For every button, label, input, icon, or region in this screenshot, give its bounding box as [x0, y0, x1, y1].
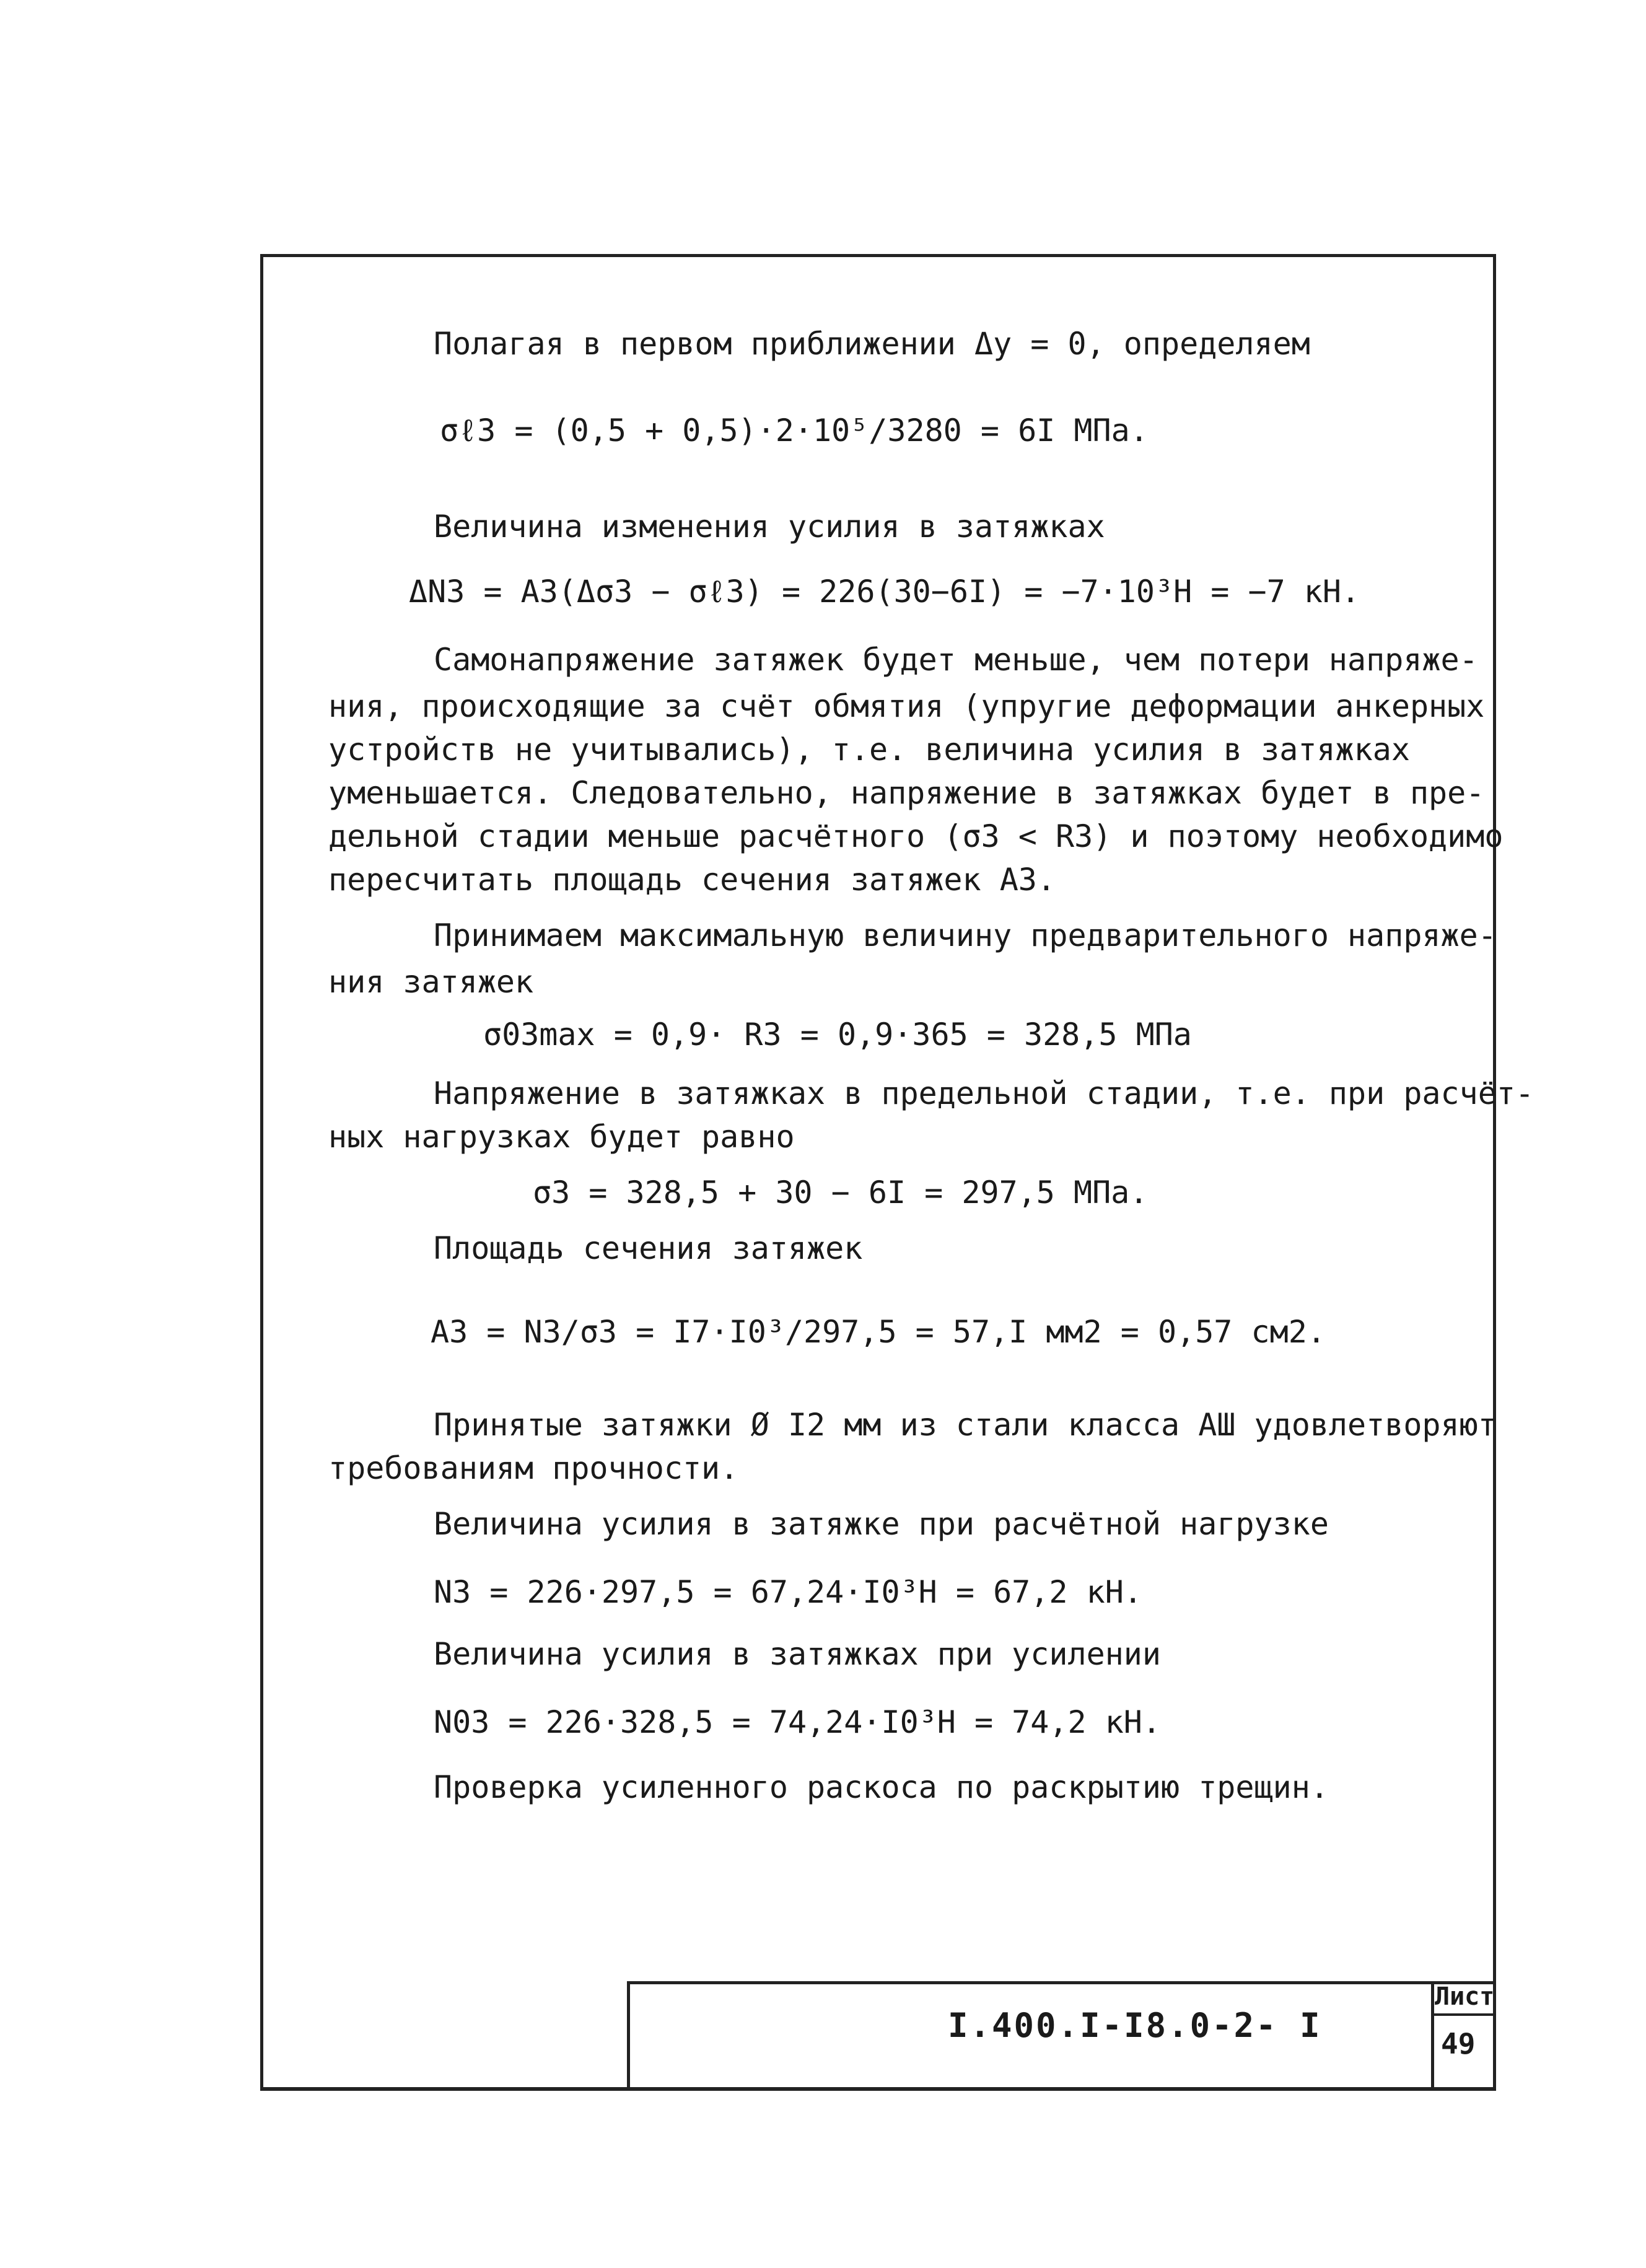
formula-line: ΔN3 = A3(Δσ3 − σℓ3) = 226(30−6I) = −7·10³Н = −7 кН. [409, 574, 1360, 610]
text-line: Полагая в первом приближении Δу = 0, определяем [434, 326, 1310, 362]
formula-line: N03 = 226·328,5 = 74,24·I0³Н = 74,2 кН. [434, 1704, 1161, 1740]
sheet-label: Лист [1435, 1982, 1495, 2011]
text-line: требованиям прочности. [328, 1450, 739, 1486]
text-line: Принятые затяжки Ø I2 мм из стали класса АШ удовлетворяют [434, 1407, 1497, 1443]
text-line: уменьшается. Следовательно, напряжение в затяжках будет в пре- [328, 775, 1485, 811]
text-line: Проверка усиленного раскоса по раскрытию трещин. [434, 1769, 1329, 1805]
text-line: Величина изменения усилия в затяжках [434, 509, 1105, 545]
text-line: Площадь сечения затяжек [434, 1230, 863, 1266]
text-line: Самонапряжение затяжек будет меньше, чем потери напряже- [434, 642, 1478, 678]
text-line: ния, происходящие за счёт обмятия (упругие деформации анкерных [328, 688, 1485, 724]
text-line: пересчитать площадь сечения затяжек A3. [328, 862, 1056, 898]
text-line: Величина усилия в затяжке при расчётной нагрузке [434, 1506, 1329, 1542]
formula-line: σ3 = 328,5 + 30 − 6I = 297,5 МПа. [533, 1175, 1149, 1211]
text-line: устройств не учитывались), т.е. величина усилия в затяжках [328, 732, 1410, 768]
sheet-divider [1431, 2013, 1493, 2016]
text-line: Принимаем максимальную величину предварительного напряже- [434, 917, 1497, 953]
text-line: Величина усилия в затяжках при усилении [434, 1636, 1161, 1672]
formula-line: σ03max = 0,9· R3 = 0,9·365 = 328,5 МПа [483, 1017, 1192, 1053]
sheet-number: 49 [1441, 2027, 1476, 2060]
text-line: Напряжение в затяжках в предельной стадии, т.е. при расчёт- [434, 1075, 1534, 1111]
text-line: ных нагрузках будет равно [328, 1119, 795, 1155]
document-code: I.400.I-I8.0-2- I [948, 2006, 1322, 2045]
text-line: дельной стадии меньше расчётного (σ3 < R3) и поэтому необходимо [328, 818, 1504, 854]
formula-line: σℓ3 = (0,5 + 0,5)·2·10⁵/3280 = 6I МПа. [440, 413, 1149, 449]
text-line: ния затяжек [328, 964, 534, 1000]
formula-line: A3 = N3/σ3 = I7·I0³/297,5 = 57,I мм2 = 0,57 см2. [431, 1314, 1326, 1350]
formula-line: N3 = 226·297,5 = 67,24·I0³Н = 67,2 кН. [434, 1574, 1142, 1610]
